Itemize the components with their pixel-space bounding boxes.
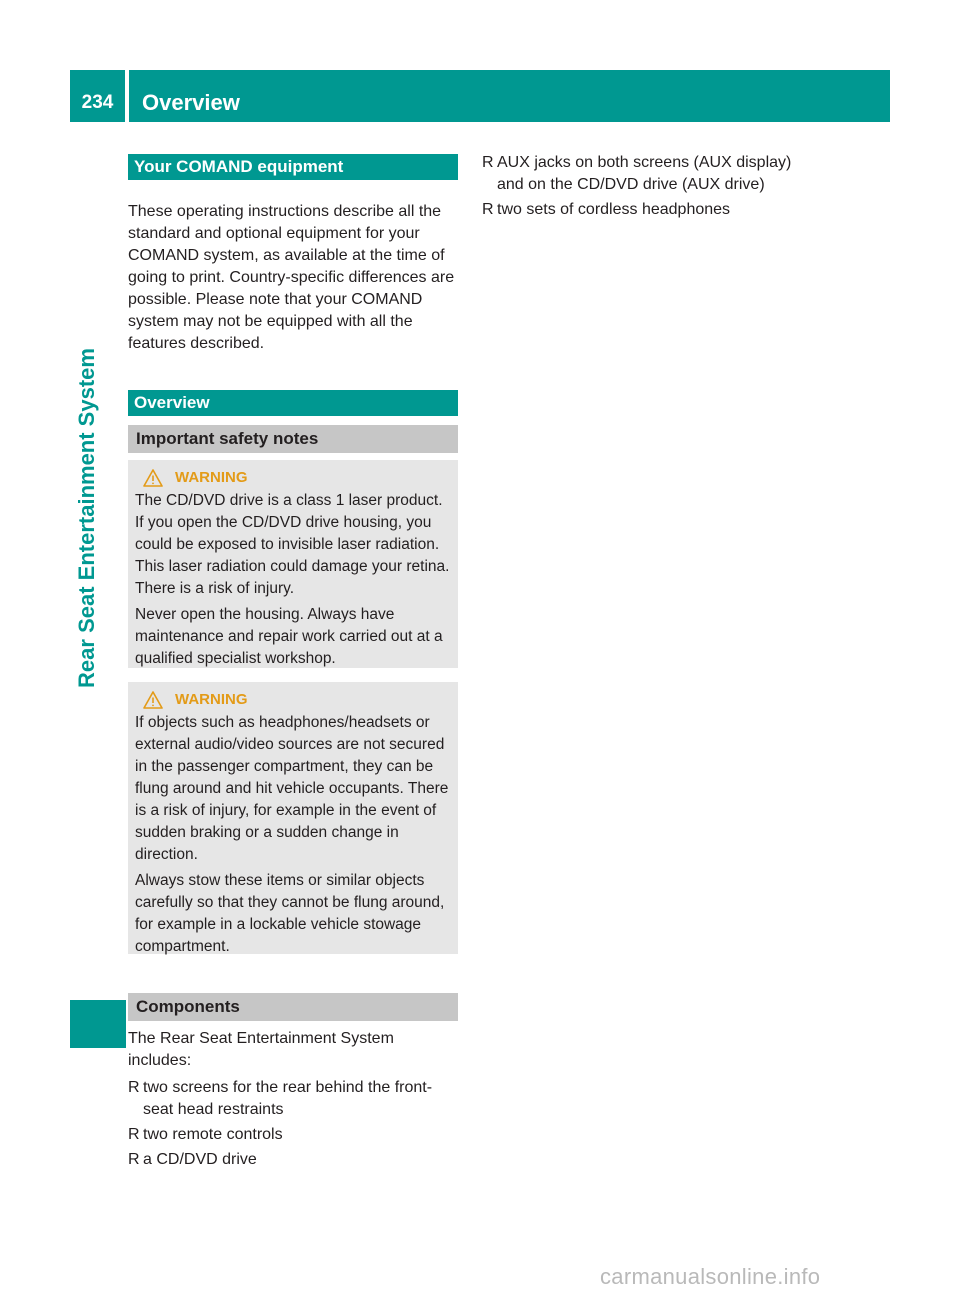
section-heading-equipment: Your COMAND equipment bbox=[128, 154, 458, 180]
list-item: R two screens for the rear behind the front-seat head restraints bbox=[128, 1077, 458, 1121]
warning-header bbox=[143, 466, 450, 490]
warning-triangle-icon bbox=[143, 691, 163, 709]
warning-box-laser bbox=[128, 460, 458, 668]
warning-paragraph: Never open the housing. Always have maintenance and repair work carried out at a qualified specialist workshop. bbox=[135, 606, 443, 667]
list-item: R two remote controls bbox=[128, 1124, 458, 1146]
warning-box-loose-objects bbox=[128, 682, 458, 954]
warning-title: WARNING bbox=[175, 469, 248, 486]
warning-header bbox=[143, 688, 450, 712]
list-item: R AUX jacks on both screens (AUX display) and on the CD/DVD drive (AUX drive) bbox=[482, 152, 822, 196]
subheading-safety-notes: Important safety notes bbox=[128, 425, 458, 453]
list-item: R two sets of cordless headphones bbox=[482, 199, 822, 221]
subheading-components: Components bbox=[128, 993, 458, 1021]
header-divider bbox=[125, 70, 129, 122]
warning-paragraph: If objects such as headphones/headsets or external audio/video sources are not secured in the passenger compartment, they can be flung around and hit vehicle occupants. There is a risk of injury, for example in the event of sudden braking or a sudden change in direction. bbox=[135, 714, 449, 863]
right-column bbox=[482, 152, 822, 224]
list-item: R a CD/DVD drive bbox=[128, 1149, 458, 1171]
section-tab-label: Rear Seat Entertainment System bbox=[74, 348, 99, 688]
components-intro: The Rear Seat Entertainment System includes: bbox=[128, 1030, 394, 1069]
watermark: carmanualsonline.info bbox=[600, 1264, 821, 1289]
section-tab-marker bbox=[70, 1000, 126, 1048]
section-heading-overview: Overview bbox=[128, 390, 458, 416]
warning-title: WARNING bbox=[175, 691, 248, 708]
components-list-continued bbox=[482, 152, 822, 221]
components-list bbox=[128, 1077, 458, 1174]
page-number: 234 bbox=[81, 92, 114, 113]
equipment-paragraph: These operating instructions describe all the standard and optional equipment for your COMAND system, as available at the time of going to print. Country-specific differences are possible. Please note that your COMAND system may not be equipped with all the features described. bbox=[128, 203, 455, 352]
warning-paragraph: The CD/DVD drive is a class 1 laser product. If you open the CD/DVD drive housing, you could be exposed to invisible laser radiation. This laser radiation could damage your retina. There is a risk of injury. bbox=[135, 492, 450, 597]
warning-triangle-icon bbox=[143, 469, 163, 487]
page-title: Overview bbox=[142, 90, 240, 115]
warning-paragraph: Always stow these items or similar objects carefully so that they cannot be flung around, for example in a lockable vehicle stowage compartment. bbox=[135, 872, 445, 955]
